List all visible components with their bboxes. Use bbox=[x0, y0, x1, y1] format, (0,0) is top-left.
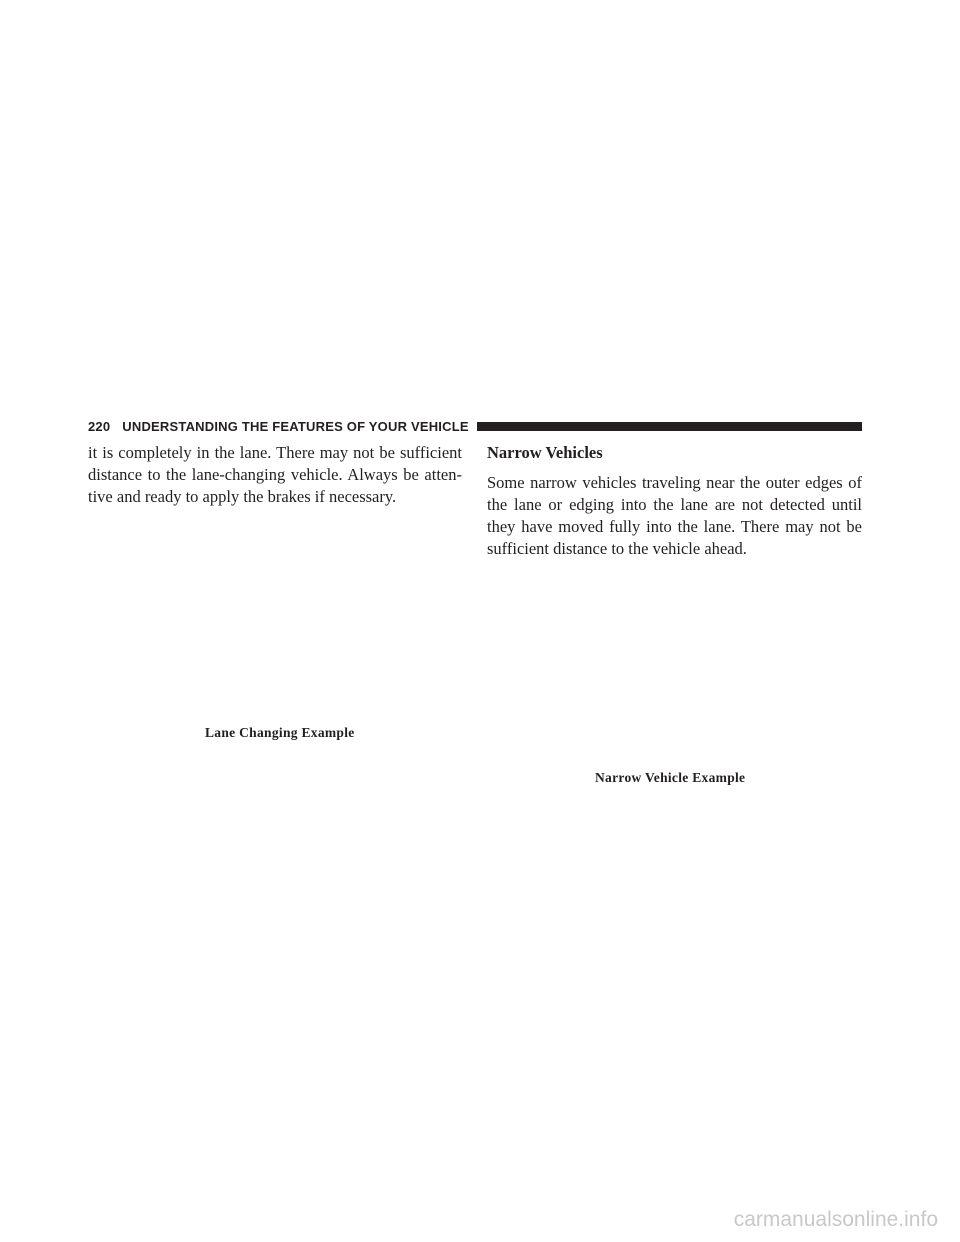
section-title: UNDERSTANDING THE FEATURES OF YOUR VEHICLE bbox=[122, 418, 469, 434]
left-column bbox=[88, 442, 462, 508]
narrow-vehicle-caption: Narrow Vehicle Example bbox=[595, 770, 746, 785]
lane-changing-caption: Lane Changing Example bbox=[205, 725, 355, 740]
page-number: 220 bbox=[88, 418, 111, 434]
narrow-vehicles-heading: Narrow Vehicles bbox=[487, 443, 603, 462]
page-header bbox=[88, 416, 862, 436]
left-paragraph: it is completely in the lane. There may not be sufficient distance to the lane-changing vehicle. Always be attentive and ready to apply the brakes if necessary. bbox=[88, 443, 462, 506]
right-paragraph: Some narrow vehicles traveling near the outer edges of the lane or edging into the lane are not detected until they have moved fully into the lane. There may not be sufficient distance to the vehicle ahead. bbox=[487, 473, 862, 558]
watermark: carmanualsonline.info bbox=[733, 1208, 938, 1231]
right-column bbox=[487, 442, 862, 560]
header-rule bbox=[477, 422, 862, 431]
